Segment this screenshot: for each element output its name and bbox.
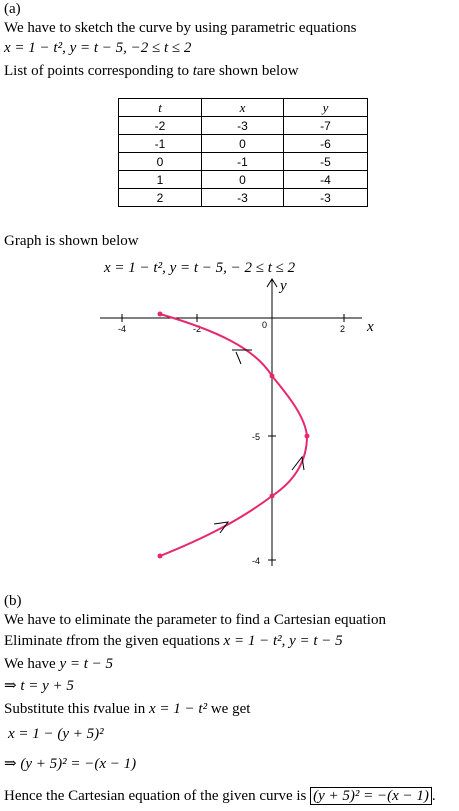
table-cell: 0 — [119, 153, 202, 171]
conclusion-line: Hence the Cartesian equation of the given curve is (y + 5)² = −(x − 1) . — [4, 788, 436, 804]
x-axis-label: x — [367, 319, 374, 335]
table-cell: -4 — [284, 171, 368, 189]
header-x: x — [202, 99, 284, 117]
t-expression: ⇒ t = y + 5 — [4, 678, 74, 694]
table-cell: -3 — [202, 117, 284, 135]
part-a-intro: We have to sketch the curve by using parametric equations — [4, 20, 357, 36]
curve-point — [270, 374, 275, 379]
derived-equation: ⇒ (y + 5)² = −(x − 1) — [4, 756, 137, 772]
curve-point — [158, 312, 163, 317]
table-cell: 1 — [119, 171, 202, 189]
points-intro: List of points corresponding to tare shown below — [4, 63, 299, 79]
answer-box: (y + 5)² = −(x − 1) — [310, 787, 432, 805]
curve-point — [270, 494, 275, 499]
part-a-label: (a) — [4, 1, 21, 17]
substituted-equation: x = 1 − (y + 5)² — [8, 726, 104, 742]
tick-label-x-2: 2 — [340, 324, 346, 334]
table-cell: -3 — [202, 189, 284, 207]
substitute-line: Substitute this tvalue in x = 1 − t² we get — [4, 701, 251, 717]
curve-point — [305, 434, 310, 439]
table-cell: -6 — [284, 135, 368, 153]
table-cell: 2 — [119, 189, 202, 207]
tick-label-origin: 0 — [262, 320, 268, 330]
table-cell: -2 — [119, 117, 202, 135]
parametric-equation: x = 1 − t², y = t − 5, −2 ≤ t ≤ 2 — [4, 40, 192, 56]
graph-title: x = 1 − t², y = t − 5, − 2 ≤ t ≤ 2 — [104, 260, 296, 276]
table-cell: 0 — [202, 135, 284, 153]
y-axis-label: y — [280, 278, 287, 294]
part-b-label: (b) — [4, 593, 22, 609]
graph-intro: Graph is shown below — [4, 233, 139, 249]
table-cell: -1 — [119, 135, 202, 153]
eliminate-line: Eliminate tfrom the given equations x = 1 − t², y = t − 5 — [4, 633, 343, 649]
header-y: y — [284, 99, 368, 117]
we-have-line: We have y = t − 5 — [4, 656, 114, 672]
table-cell: 0 — [202, 171, 284, 189]
part-b-intro: We have to eliminate the parameter to find a Cartesian equation — [4, 612, 386, 628]
tick-label-x-neg4: -4 — [118, 324, 127, 334]
header-t: t — [119, 99, 202, 117]
curve-point — [158, 554, 163, 559]
table-cell: -3 — [284, 189, 368, 207]
tick-label-x-neg2: -2 — [193, 324, 202, 334]
table-cell: -5 — [284, 153, 368, 171]
table-cell: -7 — [284, 117, 368, 135]
tick-label-y-bottom: -4 — [252, 556, 261, 566]
tick-label-y-neg5: -5 — [252, 432, 261, 442]
table-cell: -1 — [202, 153, 284, 171]
